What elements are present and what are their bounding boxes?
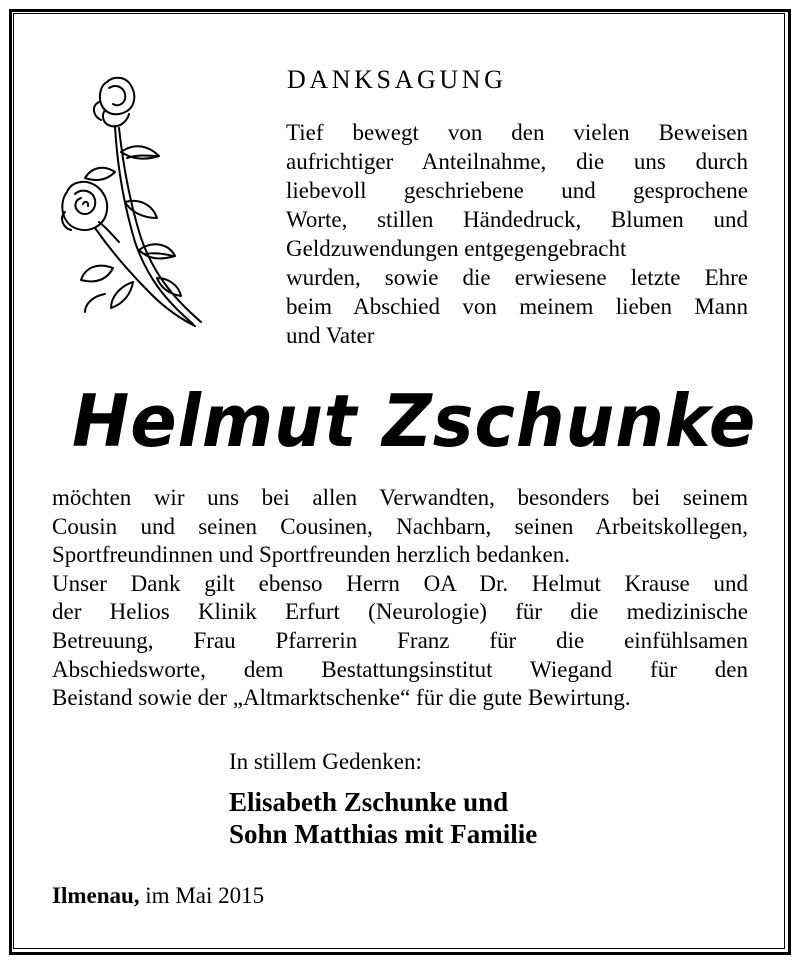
intro-line: beim Abschied von meinem lieben Mann <box>286 294 748 319</box>
family-line: Sohn Matthias mit Familie <box>229 819 538 849</box>
thanks-paragraph <box>52 484 748 713</box>
place-date <box>52 881 264 911</box>
intro-line: Worte, stillen Händedruck, Blumen und <box>286 207 748 232</box>
intro-line: Geldzuwendungen entgegengebracht <box>286 236 627 261</box>
thanks-line: Sportfreundinnen und Sportfreunden herzlich bedanken. <box>52 542 570 568</box>
thanks-line: Unser Dank gilt ebenso Herrn OA Dr. Helmut Krause und <box>52 570 748 596</box>
intro-line: aufrichtiger Anteilnahme, die uns durch <box>286 149 748 174</box>
deceased-name: Helmut Zschunke <box>72 379 757 463</box>
intro-line: liebevoll geschriebene und gesprochene <box>286 178 748 203</box>
memory-text: In stillem Gedenken: <box>229 749 422 774</box>
intro-line: wurden, sowie die erwiesene letzte Ehre <box>286 265 748 290</box>
place: Ilmenau, <box>52 883 140 908</box>
date: im Mai 2015 <box>145 883 265 908</box>
intro-paragraph <box>286 118 748 350</box>
thanks-line: Betreuung, Frau Pfarrerin Franz für die einfühlsamen <box>52 627 748 653</box>
thanks-line: Cousin und seinen Cousinen, Nachbarn, seinen Arbeitskollegen, <box>52 513 748 539</box>
rose-icon <box>55 72 215 332</box>
thanks-line: der Helios Klinik Erfurt (Neurologie) für die medizinische <box>52 599 748 625</box>
intro-line: Tief bewegt von den vielen Beweisen <box>286 120 748 145</box>
family-signature <box>229 786 537 850</box>
thanks-line: möchten wir uns bei allen Verwandten, besonders bei seinem <box>52 485 748 510</box>
thanks-line: Abschiedsworte, dem Bestattungsinstitut Wiegand für den <box>52 656 748 682</box>
heading: DANKSAGUNG <box>287 65 507 94</box>
intro-line: und Vater <box>286 323 375 348</box>
thanks-line: Beistand sowie der „Altmarktschenke“ für die gute Bewirtung. <box>52 685 631 711</box>
family-line: Elisabeth Zschunke und <box>229 787 509 817</box>
